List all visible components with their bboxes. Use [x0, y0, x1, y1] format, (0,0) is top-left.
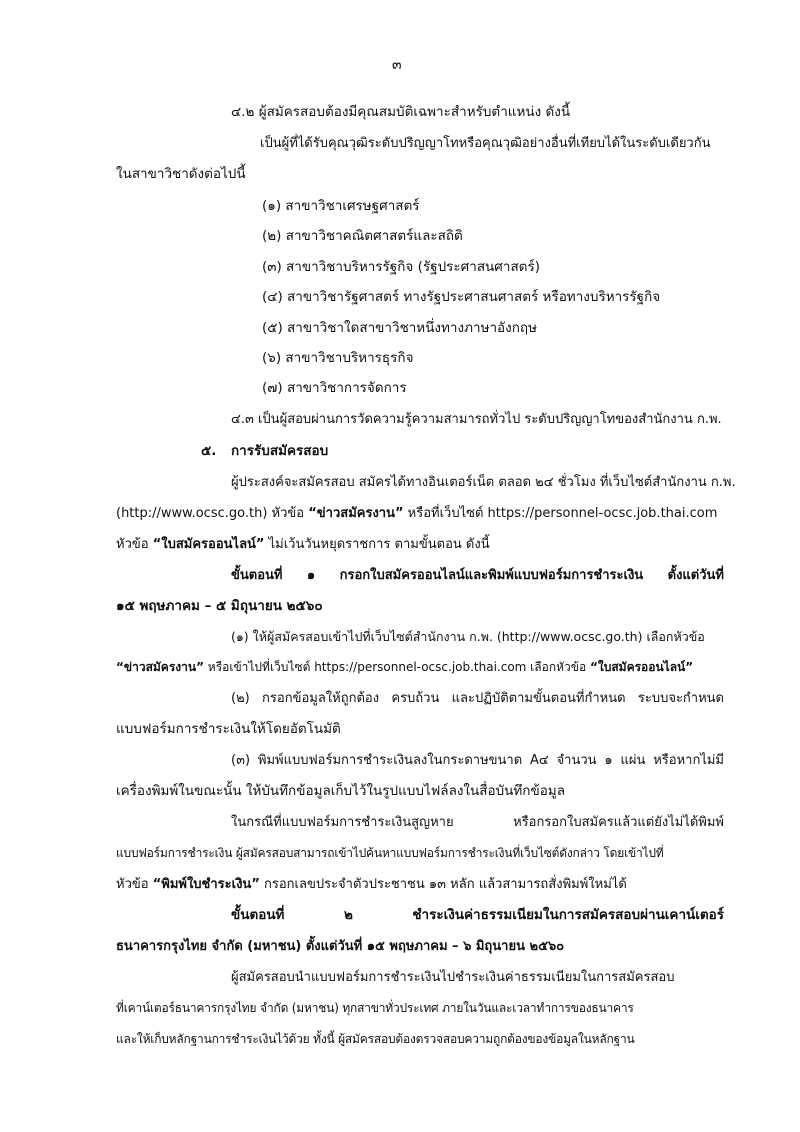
step-1-item-1-line-1: (๑) ให้ผู้สมัครสอบเข้าไปที่เว็บไซต์สำนักงาน ก.พ. (http://www.ocsc.go.th) เลือกหัวข้อ: [231, 629, 705, 644]
list-item: (๖) สาขาวิชาบริหารธุรกิจ: [262, 350, 414, 366]
payment-line-3: และให้เก็บหลักฐานการชำระเงินไว้ด้วย ทั้งนี้ ผู้สมัครสอบต้องตรวจสอบความถูกต้องของข้อมูลในหลักฐาน: [116, 1032, 635, 1046]
lost-form-line-1: ในกรณีที่แบบฟอร์มการชำระเงินสูญหาย หรือกรอกใบสมัครแล้วแต่ยังไม่ได้พิมพ์: [231, 815, 724, 830]
intro-line-2: (http://www.ocsc.go.th) หัวข้อ “ข่าวสมัครงาน” หรือที่เว็บไซต์ https://personnel-ocsc.job.thai.com: [116, 506, 718, 521]
list-item: (๑) สาขาวิชาเศรษฐศาสตร์: [262, 198, 420, 214]
section-5-title: การรับสมัครสอบ: [231, 443, 329, 459]
list-item: (๔) สาขาวิชารัฐศาสตร์ ทางรัฐประศาสนศาสตร์ หรือทางบริหารรัฐกิจ: [262, 289, 661, 305]
step-1-heading-line-2: ๑๕ พฤษภาคม – ๕ มิถุนายน ๒๕๖๐: [116, 598, 323, 614]
section-4-2-heading: ๔.๒ ผู้สมัครสอบต้องมีคุณสมบัติเฉพาะสำหรับตำแหน่ง ดังนี้: [231, 104, 571, 120]
step-1-heading-line-1: ขั้นตอนที่ ๑ กรอกใบสมัครออนไลน์และพิมพ์แบบฟอร์มการชำระเงิน ตั้งแต่วันที่: [231, 568, 724, 583]
intro-line-3: หัวข้อ “ใบสมัครออนไลน์” ไม่เว้นวันหยุดราชการ ตามขั้นตอน ดังนี้: [116, 537, 490, 552]
intro-line-1: ผู้ประสงค์จะสมัครสอบ สมัครได้ทางอินเตอร์เน็ต ตลอด ๒๔ ชั่วโมง ที่เว็บไซต์สำนักงาน ก.พ.: [231, 475, 736, 490]
list-item: (๗) สาขาวิชาการจัดการ: [262, 380, 407, 396]
payment-line-2: ที่เคาน์เตอร์ธนาคารกรุงไทย จำกัด (มหาชน) ทุกสาขาทั่วประเทศ ภายในวันและเวลาทำการของธนาคาร: [116, 1001, 634, 1015]
lost-form-line-2: แบบฟอร์มการชำระเงิน ผู้สมัครสอบสามารถเข้าไปค้นหาแบบฟอร์มการชำระเงินที่เว็บไซต์ดังกล่าว โดยเข้าไปที่: [116, 846, 664, 860]
step-2-heading-line-1: ขั้นตอนที่ ๒ ชำระเงินค่าธรรมเนียมในการสมัครสอบผ่านเคาน์เตอร์: [231, 907, 724, 923]
lost-form-line-3: หัวข้อ “พิมพ์ใบชำระเงิน” กรอกเลขประจำตัวประชาชน ๑๓ หลัก แล้วสามารถสั่งพิมพ์ใหม่ได้: [116, 877, 627, 892]
step-1-item-3-line-2: เครื่องพิมพ์ในขณะนั้น ให้บันทึกข้อมูลเก็บไว้ในรูปแบบไฟล์ลงในสื่อบันทึกข้อมูล: [116, 783, 565, 799]
section-5-number: ๕.: [201, 443, 217, 459]
section-4-2-para-line-2: ในสาขาวิชาดังต่อไปนี้: [116, 166, 246, 182]
step-1-item-3-line-1: (๓) พิมพ์แบบฟอร์มการชำระเงินลงในกระดาษขนาด A๔ จำนวน ๑ แผ่น หรือหากไม่มี: [231, 753, 724, 768]
list-item: (๕) สาขาวิชาใดสาขาวิชาหนึ่งทางภาษาอังกฤษ: [262, 320, 538, 336]
list-item: (๓) สาขาวิชาบริหารรัฐกิจ (รัฐประศาสนศาสตร์): [262, 259, 540, 275]
payment-line-1: ผู้สมัครสอบนำแบบฟอร์มการชำระเงินไปชำระเงินค่าธรรมเนียมในการสมัครสอบ: [231, 970, 675, 985]
step-2-heading-line-2: ธนาคารกรุงไทย จำกัด (มหาชน) ตั้งแต่วันที่ ๑๕ พฤษภาคม – ๖ มิถุนายน ๒๕๖๐: [116, 939, 565, 954]
list-item: (๒) สาขาวิชาคณิตศาสตร์และสถิติ: [262, 228, 463, 244]
step-1-item-2-line-1: (๒) กรอกข้อมูลให้ถูกต้อง ครบถ้วน และปฏิบัติตามขั้นตอนที่กำหนด ระบบจะกำหนด: [231, 691, 724, 706]
section-4-3: ๔.๓ เป็นผู้สอบผ่านการวัดความรู้ความสามารถทั่วไป ระดับปริญญาโทของสำนักงาน ก.พ.: [231, 412, 722, 427]
step-1-item-2-line-2: แบบฟอร์มการชำระเงินให้โดยอัตโนมัติ: [116, 721, 341, 737]
step-1-item-1-line-2: “ข่าวสมัครงาน” หรือเข้าไปที่เว็บไซต์ https://personnel-ocsc.job.thai.com เลือกหัวข้อ “ใบสมัครออนไลน์”: [116, 660, 694, 674]
page-number: ๓: [392, 57, 402, 73]
section-4-2-para-line-1: เป็นผู้ที่ได้รับคุณวุฒิระดับปริญญาโทหรือคุณวุฒิอย่างอื่นที่เทียบได้ในระดับเดียวกัน: [260, 136, 711, 151]
